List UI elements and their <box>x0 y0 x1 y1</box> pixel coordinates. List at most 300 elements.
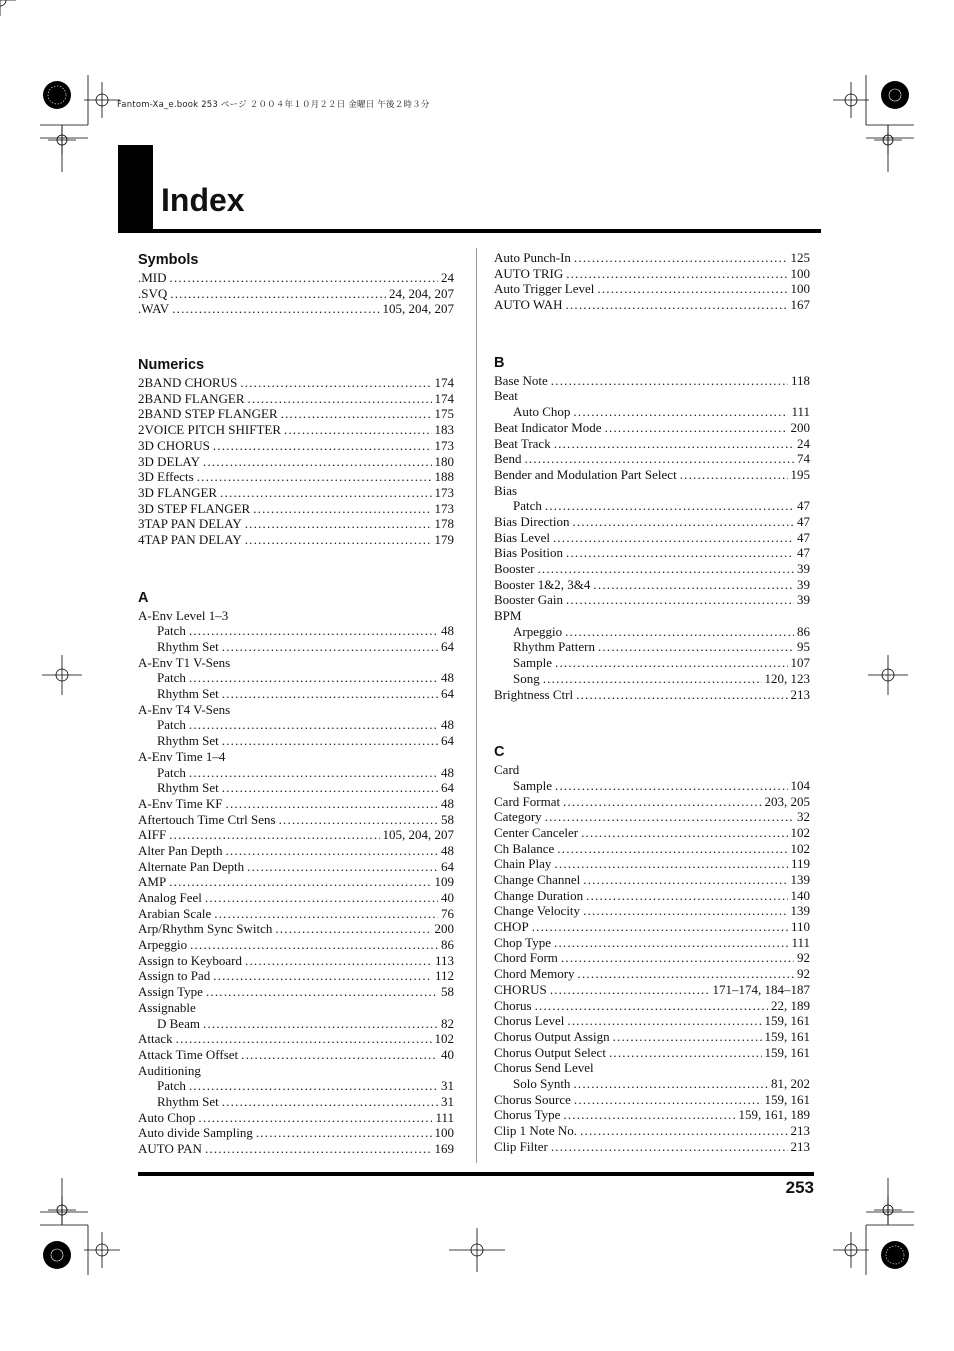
entry-page: 110 <box>790 919 810 935</box>
entry-page: 125 <box>790 250 810 265</box>
dot-leader <box>198 1110 432 1126</box>
entry-page: 24, 204, 207 <box>389 285 454 301</box>
entry-term: Chorus Type <box>494 1107 561 1123</box>
entry-page: 178 <box>434 516 454 532</box>
index-entry <box>494 1045 810 1061</box>
dot-leader <box>543 671 762 687</box>
entry-term: .SVQ <box>138 285 168 301</box>
entry-term: Auto Punch-In <box>494 250 571 265</box>
index-entry <box>138 485 454 501</box>
entry-page: 167 <box>790 297 810 313</box>
entry-term: Patch <box>157 670 186 686</box>
entry-page: 113 <box>434 952 454 968</box>
entry-term: Change Channel <box>494 872 581 887</box>
entry-page: 111 <box>791 404 810 420</box>
dot-leader <box>222 1094 438 1110</box>
dot-leader <box>284 422 431 438</box>
dot-leader <box>554 856 788 872</box>
entry-term: Bias Level <box>494 529 550 545</box>
index-entry <box>138 516 454 532</box>
index-column-left <box>138 250 454 1157</box>
entry-page: 200 <box>434 921 454 937</box>
index-entry <box>138 796 454 812</box>
entry-page: 173 <box>434 484 454 500</box>
entry-page: 47 <box>797 529 810 545</box>
dot-leader <box>550 982 710 998</box>
index-entry <box>494 919 810 935</box>
entry-page: 188 <box>434 469 454 485</box>
dot-leader <box>172 301 379 317</box>
entry-term: Auto Chop <box>138 1109 196 1125</box>
index-entry <box>494 778 810 794</box>
dot-leader <box>535 998 768 1014</box>
dot-leader <box>580 1123 787 1139</box>
entry-term: Auto Trigger Level <box>494 281 595 297</box>
dot-leader <box>524 451 794 467</box>
entry-page: 86 <box>441 937 454 953</box>
entry-term: Assign to Pad <box>138 968 211 984</box>
index-entry <box>494 624 810 640</box>
entry-term: A-Env T4 V-Sens <box>138 701 231 717</box>
entry-term: Chord Form <box>494 950 558 966</box>
entry-term: CHOP <box>494 919 529 935</box>
entry-term: AUTO PAN <box>138 1141 202 1156</box>
dot-leader <box>583 903 787 919</box>
entry-page: 213 <box>790 1123 810 1138</box>
entry-term: 2BAND FLANGER <box>138 390 245 406</box>
index-entry <box>494 577 810 593</box>
entry-term: Rhythm Set <box>157 639 219 654</box>
index-section <box>138 250 454 317</box>
dot-leader <box>189 670 438 686</box>
index-entry <box>494 530 810 546</box>
entry-term: 4TAP PAN DELAY <box>138 531 242 547</box>
entry-term: Bias Position <box>494 545 563 561</box>
entry-page: 183 <box>434 422 454 438</box>
dot-leader <box>189 717 438 733</box>
entry-term: Analog Feel <box>138 890 202 905</box>
entry-term: Clip Filter <box>494 1138 548 1154</box>
entry-page: 47 <box>797 513 810 529</box>
dot-leader <box>222 780 438 796</box>
entry-page: 213 <box>790 686 810 702</box>
index-entry <box>494 592 810 608</box>
index-entry <box>138 1094 454 1110</box>
index-entry <box>138 953 454 969</box>
entry-page: 104 <box>790 777 810 793</box>
dot-leader <box>205 890 438 906</box>
entry-term: Patch <box>157 1078 186 1094</box>
index-entry <box>138 906 454 922</box>
entry-page: 173 <box>434 437 454 453</box>
dot-leader <box>222 686 438 702</box>
dot-leader <box>226 796 438 812</box>
entry-term: Base Note <box>494 372 548 388</box>
entry-term: Chop Type <box>494 934 551 950</box>
entry-term: Rhythm Set <box>157 780 219 796</box>
dot-leader <box>197 469 432 485</box>
index-entry <box>494 608 810 624</box>
index-entry <box>138 391 454 407</box>
dot-leader <box>220 485 431 501</box>
dot-leader <box>279 812 438 828</box>
entry-page: 118 <box>790 372 810 388</box>
index-entry <box>138 702 454 718</box>
dot-leader <box>563 1107 735 1123</box>
index-entry <box>138 532 454 548</box>
index-entry <box>138 655 454 671</box>
dot-leader <box>573 404 788 420</box>
index-entry <box>138 301 454 317</box>
entry-term: 3TAP PAN DELAY <box>138 516 242 532</box>
entry-page: 213 <box>790 1138 810 1154</box>
dot-leader <box>169 827 379 843</box>
entry-term: Auto Chop <box>513 404 571 420</box>
dot-leader <box>566 592 794 608</box>
footer-rule <box>138 1172 814 1176</box>
print-header: Fantom-Xa_e.book 253 ページ ２００４年１０月２２日 金曜日 午後２時３分 <box>117 100 430 110</box>
entry-page: 39 <box>797 592 810 608</box>
dot-leader <box>554 436 794 452</box>
entry-term: 2BAND STEP FLANGER <box>138 406 278 422</box>
dot-leader <box>545 498 794 514</box>
dot-leader <box>583 872 787 888</box>
index-entry <box>494 451 810 467</box>
entry-term: Booster 1&2, 3&4 <box>494 576 591 592</box>
entry-term: Rhythm Set <box>157 686 219 702</box>
entry-term: Chorus Send Level <box>494 1060 594 1076</box>
entry-page: 31 <box>441 1078 454 1094</box>
dot-leader <box>275 921 431 937</box>
index-entry <box>494 1060 810 1076</box>
entry-term: Chord Memory <box>494 966 575 982</box>
index-entry <box>138 469 454 485</box>
entry-page: 82 <box>441 1015 454 1031</box>
dot-leader <box>189 765 438 781</box>
index-entry <box>494 514 810 530</box>
entry-term: Arp/Rhythm Sync Switch <box>138 921 273 937</box>
dot-leader <box>222 639 438 655</box>
entry-term: Brightness Ctrl <box>494 686 574 702</box>
entry-term: Category <box>494 809 542 825</box>
entry-page: 76 <box>441 905 454 921</box>
entry-page: 39 <box>797 576 810 592</box>
entry-term: Chorus Output Select <box>494 1044 606 1060</box>
dot-leader <box>597 281 787 297</box>
entry-term: Sample <box>513 777 552 793</box>
entry-page: 100 <box>434 1125 454 1141</box>
index-entry <box>138 608 454 624</box>
index-entry <box>494 1076 810 1092</box>
entry-page: 92 <box>797 950 810 966</box>
index-entry <box>138 890 454 906</box>
title-rule <box>118 229 821 233</box>
index-entry <box>494 266 810 282</box>
entry-term: D Beam <box>157 1015 200 1031</box>
index-entry <box>138 937 454 953</box>
entry-page: 159, 161 <box>764 1091 810 1107</box>
dot-leader <box>563 794 761 810</box>
dot-leader <box>225 843 438 859</box>
entry-page: 47 <box>797 498 810 514</box>
section-heading: A <box>138 589 149 606</box>
entry-page: 64 <box>441 639 454 654</box>
index-entry <box>138 686 454 702</box>
entry-page: 100 <box>790 265 810 281</box>
index-entry <box>138 921 454 937</box>
dot-leader <box>213 968 432 984</box>
dot-leader <box>189 1078 438 1094</box>
index-entry <box>494 404 810 420</box>
dot-leader <box>576 687 787 703</box>
entry-term: Bias <box>494 482 518 498</box>
dot-leader <box>537 561 794 577</box>
index-entry <box>494 467 810 483</box>
dot-leader <box>190 937 438 953</box>
entry-term: Chorus Source <box>494 1091 571 1107</box>
entry-page: 64 <box>441 733 454 749</box>
entry-page: 179 <box>434 531 454 547</box>
entry-page: 139 <box>790 872 810 887</box>
entry-page: 174 <box>434 375 454 391</box>
entry-page: 139 <box>790 903 810 919</box>
entry-term: 3D FLANGER <box>138 484 218 500</box>
section-heading: C <box>494 744 505 761</box>
index-entry <box>494 1013 810 1029</box>
entry-term: Patch <box>157 623 186 639</box>
entry-term: Change Velocity <box>494 903 581 919</box>
entry-term: Auditioning <box>138 1062 201 1078</box>
dot-leader <box>567 1013 761 1029</box>
dot-leader <box>574 250 788 266</box>
dot-leader <box>532 919 788 935</box>
entry-page: 111 <box>435 1109 454 1125</box>
index-column-right <box>494 250 810 1154</box>
entry-term: Song <box>513 670 540 686</box>
index-entry <box>138 765 454 781</box>
entry-page: 119 <box>790 856 810 872</box>
dot-leader <box>213 438 432 454</box>
index-entry <box>494 388 810 404</box>
dot-leader <box>553 530 794 546</box>
entry-page: 120, 123 <box>764 670 810 686</box>
entry-page: 64 <box>441 780 454 796</box>
index-section <box>494 250 810 313</box>
index-entry <box>138 859 454 875</box>
entry-page: 105, 204, 207 <box>382 827 454 843</box>
index-entry <box>494 420 810 436</box>
entry-page: 159, 161 <box>764 1028 810 1044</box>
dot-leader <box>598 639 794 655</box>
index-entry <box>494 281 810 297</box>
entry-term: Bias Direction <box>494 513 570 529</box>
entry-page: 102 <box>434 1031 454 1047</box>
dot-leader <box>222 733 438 749</box>
entry-term: 3D Effects <box>138 469 194 485</box>
index-entry <box>494 436 810 452</box>
entry-page: 112 <box>434 968 454 984</box>
dot-leader <box>245 532 432 548</box>
index-entry <box>494 794 810 810</box>
entry-page: 64 <box>441 858 454 874</box>
dot-leader <box>572 514 794 530</box>
index-section <box>494 742 810 1154</box>
entry-term: Arabian Scale <box>138 905 212 921</box>
dot-leader <box>253 501 431 517</box>
entry-page: 81, 202 <box>771 1075 810 1091</box>
entry-page: 107 <box>790 655 810 671</box>
dot-leader <box>176 1031 432 1047</box>
entry-page: 174 <box>434 390 454 406</box>
index-entry <box>494 498 810 514</box>
index-entry <box>138 733 454 749</box>
index-entry <box>138 984 454 1000</box>
entry-page: 58 <box>441 984 454 1000</box>
dot-leader <box>205 1141 432 1157</box>
entry-page: 200 <box>790 419 810 435</box>
dot-leader <box>561 950 794 966</box>
entry-term: A-Env Time KF <box>138 795 223 811</box>
entry-term: 3D CHORUS <box>138 437 210 453</box>
index-entry <box>138 1125 454 1141</box>
entry-page: 203, 205 <box>764 793 810 809</box>
entry-page: 102 <box>790 840 810 856</box>
index-entry <box>138 968 454 984</box>
index-entry <box>138 780 454 796</box>
entry-page: 48 <box>441 764 454 780</box>
index-entry <box>138 1031 454 1047</box>
index-entry <box>494 825 810 841</box>
dot-leader <box>281 406 432 422</box>
entry-page: 22, 189 <box>771 997 810 1013</box>
index-entry <box>138 827 454 843</box>
entry-term: Booster Gain <box>494 592 563 608</box>
index-entry <box>494 982 810 998</box>
entry-page: 40 <box>441 1046 454 1062</box>
index-entry <box>494 250 810 266</box>
page-number: 253 <box>785 1178 814 1197</box>
column-divider <box>476 248 477 1163</box>
dot-leader <box>256 1125 432 1141</box>
dot-leader <box>578 966 794 982</box>
entry-term: Arpeggio <box>513 623 563 639</box>
index-entry <box>494 687 810 703</box>
entry-page: 171–174, 184–187 <box>712 981 810 997</box>
entry-term: Chain Play <box>494 856 552 872</box>
dot-leader <box>555 778 788 794</box>
index-entry <box>138 406 454 422</box>
index-section <box>138 355 454 548</box>
index-entry <box>138 1141 454 1157</box>
dot-leader <box>545 809 794 825</box>
entry-term: Auto divide Sampling <box>138 1125 253 1141</box>
entry-page: 58 <box>441 811 454 827</box>
index-entry <box>494 639 810 655</box>
entry-term: Booster <box>494 561 535 576</box>
entry-page: 48 <box>441 623 454 639</box>
entry-term: Clip 1 Note No. <box>494 1123 578 1138</box>
entry-term: Assign to Keyboard <box>138 952 242 968</box>
entry-term: Chorus Level <box>494 1013 565 1029</box>
index-entry <box>494 872 810 888</box>
index-entry <box>494 373 810 389</box>
entry-term: Card Format <box>494 793 561 809</box>
index-entry <box>138 375 454 391</box>
index-entry <box>138 843 454 859</box>
entry-term: AUTO TRIG <box>494 265 564 281</box>
index-entry <box>138 1047 454 1063</box>
dot-leader <box>566 266 787 282</box>
index-entry <box>138 749 454 765</box>
index-entry <box>494 545 810 561</box>
entry-term: CHORUS <box>494 981 547 997</box>
entry-term: Chorus Output Assign <box>494 1028 610 1044</box>
entry-term: .WAV <box>138 301 170 317</box>
page-title: Index <box>161 182 245 218</box>
index-entry <box>494 903 810 919</box>
index-entry <box>494 1123 810 1139</box>
entry-page: 48 <box>441 670 454 686</box>
dot-leader <box>565 624 794 640</box>
section-heading: Numerics <box>138 357 205 374</box>
index-entry <box>138 438 454 454</box>
dot-leader <box>214 906 438 922</box>
entry-page: 74 <box>797 451 810 467</box>
dot-leader <box>554 935 788 951</box>
entry-term: Rhythm Set <box>157 1093 219 1109</box>
index-entry <box>138 1110 454 1126</box>
entry-term: Card <box>494 762 520 778</box>
dot-leader <box>245 516 432 532</box>
entry-term: A-Env Time 1–4 <box>138 748 226 764</box>
entry-term: Patch <box>157 764 186 780</box>
dot-leader <box>206 984 438 1000</box>
index-entry <box>494 1029 810 1045</box>
entry-term: Patch <box>513 498 542 514</box>
entry-page: 111 <box>791 934 810 950</box>
entry-term: Beat <box>494 388 518 404</box>
dot-leader <box>203 454 432 470</box>
index-entry <box>494 998 810 1014</box>
index-entry <box>138 717 454 733</box>
entry-term: Bend <box>494 451 522 467</box>
index-entry <box>138 270 454 286</box>
entry-page: 48 <box>441 842 454 858</box>
dot-leader <box>609 1045 762 1061</box>
index-entry <box>138 286 454 302</box>
dot-leader <box>605 420 788 436</box>
index-entry <box>138 1000 454 1016</box>
dot-leader <box>240 375 431 391</box>
index-section <box>494 353 810 702</box>
entry-term: Attack <box>138 1031 173 1047</box>
index-entry <box>494 841 810 857</box>
dot-leader <box>613 1029 762 1045</box>
index-entry <box>138 623 454 639</box>
index-entry <box>494 809 810 825</box>
entry-term: Beat Indicator Mode <box>494 419 602 435</box>
index-entry <box>494 671 810 687</box>
entry-term: Patch <box>157 717 186 733</box>
entry-term: Rhythm Set <box>157 733 219 749</box>
index-entry <box>494 762 810 778</box>
entry-term: Attack Time Offset <box>138 1046 239 1062</box>
entry-term: Assignable <box>138 999 196 1015</box>
entry-term: Solo Synth <box>513 1075 571 1091</box>
entry-term: Aftertouch Time Ctrl Sens <box>138 811 276 827</box>
index-entry <box>494 655 810 671</box>
index-entry <box>494 856 810 872</box>
